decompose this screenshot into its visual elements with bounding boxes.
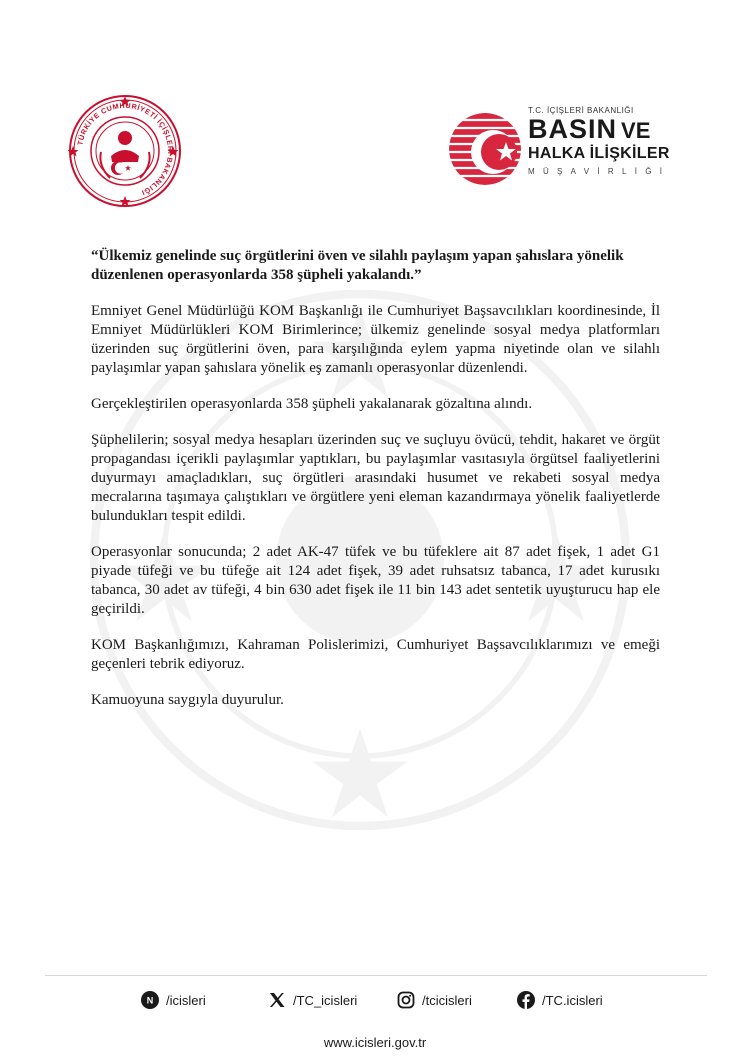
social-x[interactable] — [268, 990, 357, 1010]
website-link[interactable]: www.icisleri.gov.tr — [323, 1035, 427, 1050]
social-instagram[interactable] — [397, 990, 472, 1010]
social-handle-instagram[interactable]: /tcicisleri — [422, 992, 472, 1008]
brand-line2: HALKA İLİŞKİLER — [528, 145, 670, 162]
social-handle-nsosyal[interactable]: /icisleri — [166, 992, 206, 1008]
instagram-icon — [397, 991, 415, 1009]
press-release-title: “Ülkemiz genelinde suç örgütlerini öven ve silahlı paylaşım yapan şahıslara yönelik düzenlenen operasyonlarda 358 şüpheli yakalandı.” — [91, 248, 624, 283]
ministry-seal — [68, 94, 182, 208]
brand-line3: MÜŞAVİRLİĞİ — [528, 167, 671, 176]
social-nsosyal[interactable] — [141, 990, 206, 1010]
nsosyal-icon — [141, 991, 159, 1009]
footer-divider — [45, 975, 707, 976]
brand-subtitle: T.C. İÇİŞLERİ BAKANLIĞI — [528, 106, 634, 115]
brand-line1-suffix: VE — [621, 118, 651, 143]
crescent-star-emblem-icon — [448, 112, 522, 186]
social-handle-x[interactable]: /TC_icisleri — [293, 992, 358, 1008]
paragraph-3: Şüphelilerin; sosyal medya hesapları üzerinden suç ve suçluyu övücü, tehdit, hakaret ve örgüt propagandası içerikli paylaşımlar yaptıkları, bu paylaşımlar vasıtasıyla örgütsel faaliyetlerini duyurmayı amaçladıkları, suç örgütleri arasındaki husumet ve rekabeti sosyal medya mecralarına taşımaya çalıştıkları ve örgütlere yeni eleman kazandırmaya yönelik faaliyetlerde bulundukları tespit edildi. — [91, 432, 660, 524]
paragraph-6: Kamuoyuna saygıyla duyurulur. — [91, 692, 284, 708]
brand-line1: BASIN — [528, 114, 618, 144]
paragraph-4: Operasyonlar sonucunda; 2 adet AK-47 tüfek ve bu tüfeklere ait 87 adet fişek, 1 adet G1 piyade tüfeği ve bu tüfeğe ait 124 adet fişek, 39 adet ruhsatsız tabanca, 17 adet kurusıkı tabanca, 30 adet av tüfeği, 4 bin 630 adet fişek ile 11 bin 143 adet sentetik uyuşturucu hap ele geçirildi. — [91, 544, 660, 617]
x-icon — [268, 991, 286, 1009]
paragraph-5: KOM Başkanlığımızı, Kahraman Polislerimizi, Cumhuriyet Başsavcılıklarımızı ve emeği geçenleri tebrik ediyoruz. — [91, 637, 660, 672]
seal-text: TÜRKİYE CUMHURİYETİ İÇİŞLERİ BAKANLIĞI — [75, 100, 176, 198]
press-release-body — [91, 247, 660, 727]
brand-logo — [448, 104, 688, 194]
facebook-icon — [517, 991, 535, 1009]
social-facebook[interactable] — [517, 990, 603, 1010]
svg-text:N: N — [146, 995, 154, 1006]
paragraph-2: Gerçekleştirilen operasyonlarda 358 şüpheli yakalanarak gözaltına alındı. — [91, 396, 533, 412]
social-handle-facebook[interactable]: /TC.icisleri — [542, 992, 603, 1008]
ministry-seal-icon — [68, 94, 182, 208]
paragraph-1: Emniyet Genel Müdürlüğü KOM Başkanlığı ile Cumhuriyet Başsavcılıkları koordinesinde, İl Emniyet Müdürlükleri KOM Birimlerince; ülkemiz genelinde sosyal medya platformları üzerinden suç örgütlerini öven, para karşılığında eylem yapma niyetinde olan ve silahlı paylaşımlar yapan şahıslara yönelik eş zamanlı operasyonlar düzenlendi. — [91, 303, 660, 376]
